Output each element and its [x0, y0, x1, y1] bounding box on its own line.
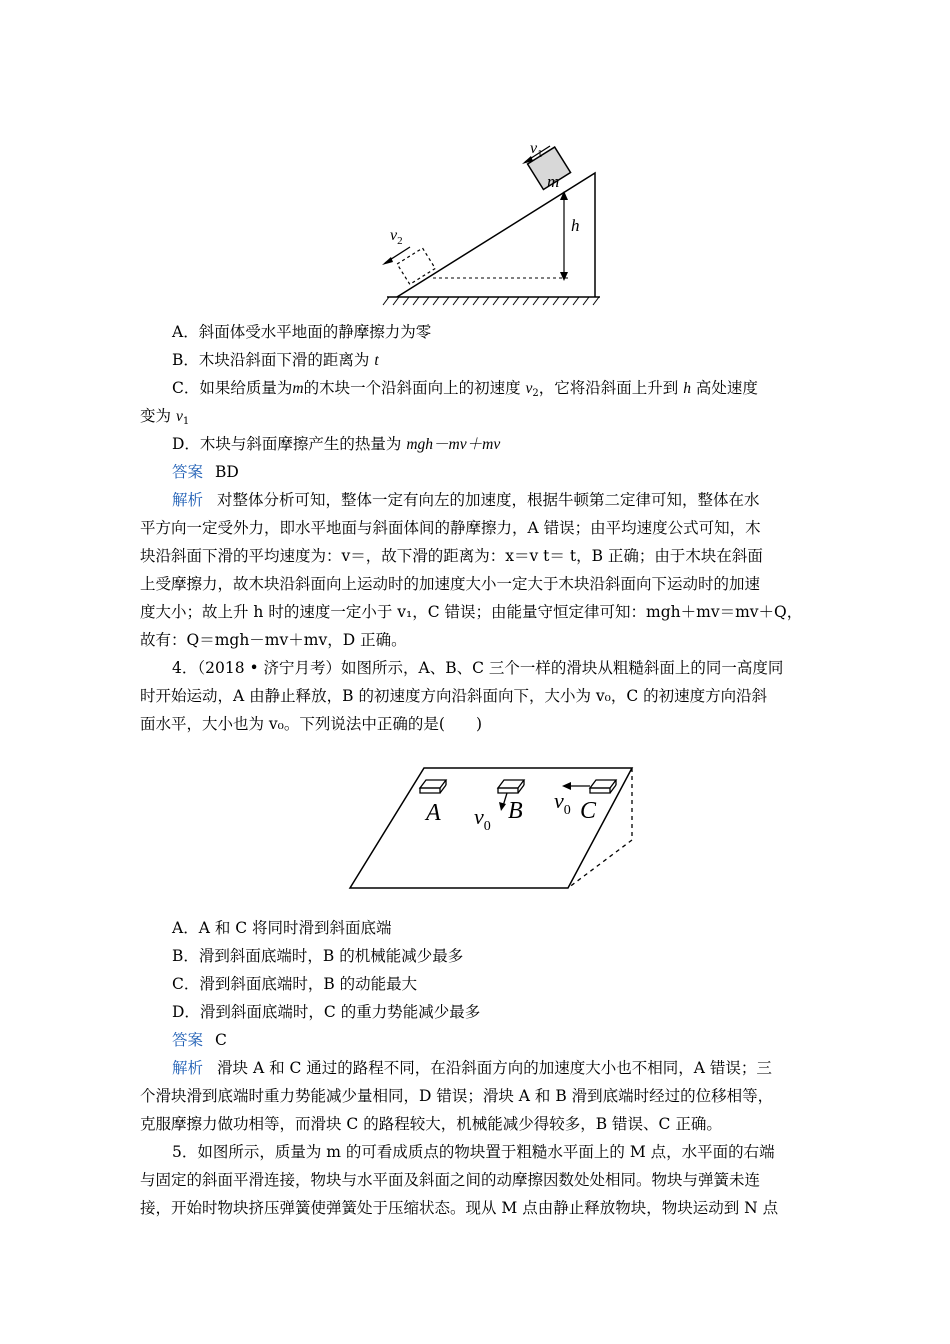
q3-option-a: A．斜面体受水平地面的静摩擦力为零	[172, 323, 432, 341]
q4-stem-line: 4．（2018 • 济宁月考）如图所示，A、B、C 三个一样的滑块从粗糙斜面上的同一高度同	[172, 659, 784, 677]
q3-analysis-line: 故有：Q＝mgh－mv＋mv，D 正确。	[140, 631, 407, 649]
q3-option-b: B．木块沿斜面下滑的距离为 t	[172, 351, 379, 369]
q3-answer: 答案 BD	[172, 463, 239, 481]
q4-option-c: C．滑到斜面底端时，B 的动能最大	[172, 975, 418, 993]
q3-option-c-cont: 变为 $v_1$	[140, 407, 190, 427]
q4-analysis-line: 解析 滑块 A 和 C 通过的路程不同，在沿斜面方向的加速度大小也不相同，A 错误；三	[172, 1059, 772, 1077]
label-c: C	[580, 798, 597, 824]
q3-analysis-line: 块沿斜面下滑的平均速度为：v＝，故下滑的距离为：x＝v t＝ t，B 正确；由于木块在斜面	[140, 547, 763, 565]
slider-a	[420, 780, 446, 793]
v0-label-b: $v_0$	[474, 804, 491, 834]
label-a: A	[426, 800, 441, 826]
q3-analysis-line: 平方向一定受外力，即水平地面与斜面体间的静摩擦力，A 错误；由平均速度公式可知，木	[140, 519, 761, 537]
q3-analysis-line: 度大小；故上升 h 时的速度一定小于 v₁，C 错误；由能量守恒定律可知：mgh＋mv＝mv＋Q，	[140, 603, 803, 621]
slider-c	[590, 780, 616, 793]
q4-stem-line: 面水平，大小也为 v₀。下列说法中正确的是( )	[140, 715, 482, 733]
q5-stem-line: 接，开始时物块挤压弹簧使弹簧处于压缩状态。现从 M 点由静止释放物块，物块运动到 N 点	[140, 1199, 779, 1217]
q4-analysis-line: 克服摩擦力做功相等，而滑块 C 的路程较大，机械能减少得较多，B 错误、C 正确。	[140, 1115, 722, 1133]
height-label: h	[571, 216, 580, 235]
q3-option-c: C．如果给质量为m的木块一个沿斜面向上的初速度 $v_2$，它将沿斜面上升到 h 高处速度	[172, 379, 758, 399]
v0-label-c: $v_0$	[554, 788, 571, 818]
incline-block-figure	[375, 125, 615, 310]
label-b: B	[508, 798, 523, 824]
q3-analysis-line: 上受摩擦力，故木块沿斜面向上运动时的加速度大小一定大于木块沿斜面向下运动时的加速	[140, 575, 761, 593]
mass-label: m	[547, 172, 560, 191]
q4-analysis-line: 个滑块滑到底端时重力势能减少量相同，D 错误；滑块 A 和 B 滑到底端时经过的位移相等，	[140, 1087, 774, 1105]
q4-option-a: A．A 和 C 将同时滑到斜面底端	[172, 919, 392, 937]
q4-answer: 答案 C	[172, 1031, 227, 1049]
inclined-plane-sliders-figure	[340, 740, 660, 915]
slider-b	[498, 780, 524, 793]
q5-stem-line: 与固定的斜面平滑连接，物块与水平面及斜面之间的动摩擦因数处处相同。物块与弹簧未连	[140, 1171, 761, 1189]
q3-analysis-line: 解析 对整体分析可知，整体一定有向左的加速度，根据牛顿第二定律可知，整体在水	[172, 491, 760, 509]
q4-option-b: B．滑到斜面底端时，B 的机械能减少最多	[172, 947, 464, 965]
v1-label: $v_1$	[530, 140, 543, 160]
q3-option-d: D．木块与斜面摩擦产生的热量为 mgh－mv＋mv	[172, 435, 501, 453]
q4-stem-line: 时开始运动，A 由静止释放，B 的初速度方向沿斜面向下，大小为 v₀，C 的初速度方向沿斜	[140, 687, 768, 705]
q5-stem-line: 5．如图所示，质量为 m 的可看成质点的物块置于粗糙水平面上的 M 点，水平面的右端	[172, 1143, 775, 1161]
q4-option-d: D．滑到斜面底端时，C 的重力势能减少最多	[172, 1003, 481, 1021]
v2-label: $v_2$	[390, 227, 403, 247]
